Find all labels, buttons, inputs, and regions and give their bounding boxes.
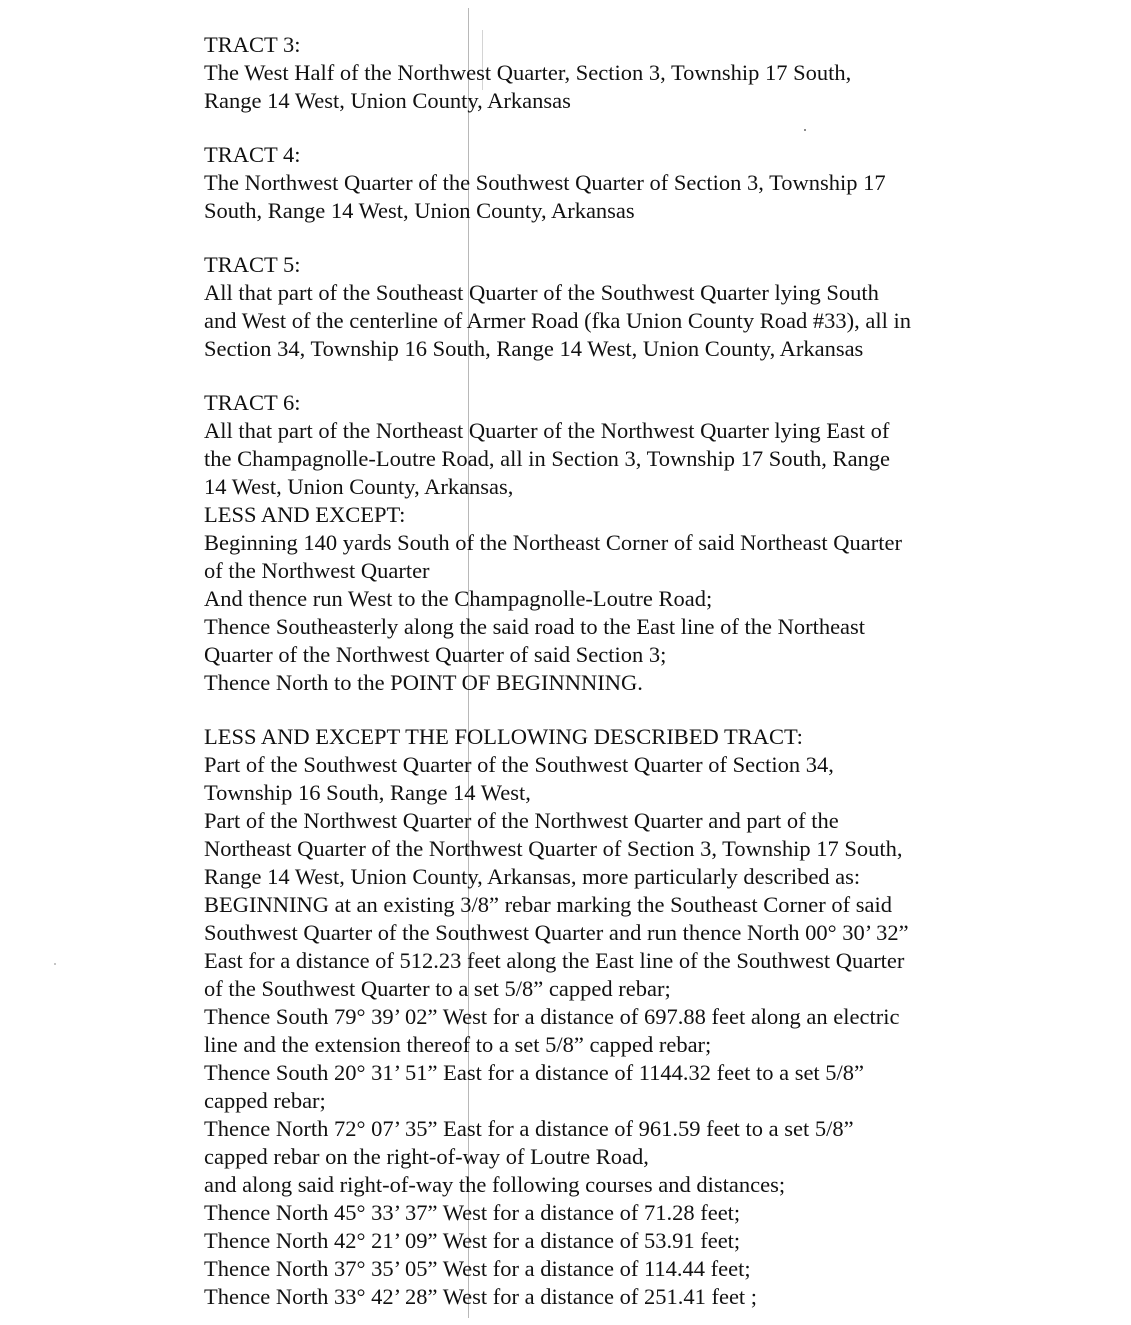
exception-line: and along said right-of-way the following courses and distances;	[204, 1172, 786, 1197]
exception-line: line and the extension thereof to a set 5/8” capped rebar;	[204, 1032, 712, 1057]
tract-6-line: the Champagnolle-Loutre Road, all in Section 3, Township 17 South, Range	[204, 446, 891, 471]
tract-6-line: Quarter of the Northwest Quarter of said Section 3;	[204, 642, 667, 667]
exception-line: Northeast Quarter of the Northwest Quarter of Section 3, Township 17 South,	[204, 836, 903, 861]
exception-line: East for a distance of 512.23 feet along the East line of the Southwest Quarter	[204, 948, 905, 973]
tract-3-line: Range 14 West, Union County, Arkansas	[204, 88, 571, 113]
exception-line: Thence North 33° 42’ 28” West for a distance of 251.41 feet ;	[204, 1284, 758, 1309]
legal-description	[204, 31, 1004, 1311]
tract-6-heading: TRACT 6:	[204, 390, 301, 415]
exception-line: Thence South 20° 31’ 51” East for a distance of 1144.32 feet to a set 5/8”	[204, 1060, 865, 1085]
tract-5-heading: TRACT 5:	[204, 252, 301, 277]
tract-6-section	[204, 389, 1004, 697]
tract-6-line: Thence North to the POINT OF BEGINNNING.	[204, 670, 643, 695]
section-spacer	[204, 363, 1004, 389]
tract-4-section	[204, 141, 1004, 225]
section-spacer	[204, 225, 1004, 251]
tract-3-section	[204, 31, 1004, 115]
exception-line: Thence North 72° 07’ 35” East for a distance of 961.59 feet to a set 5/8”	[204, 1116, 854, 1141]
tract-6-line: 14 West, Union County, Arkansas,	[204, 474, 514, 499]
tract-6-line: And thence run West to the Champagnolle-Loutre Road;	[204, 586, 713, 611]
tract-6-line: All that part of the Northeast Quarter of the Northwest Quarter lying East of	[204, 418, 890, 443]
exception-line: of the Southwest Quarter to a set 5/8” capped rebar;	[204, 976, 671, 1001]
exception-line: Part of the Southwest Quarter of the Southwest Quarter of Section 34,	[204, 752, 834, 777]
exception-line: capped rebar;	[204, 1088, 326, 1113]
tract-5-line: Section 34, Township 16 South, Range 14 West, Union County, Arkansas	[204, 336, 864, 361]
exception-heading: LESS AND EXCEPT THE FOLLOWING DESCRIBED TRACT:	[204, 724, 803, 749]
exception-line: Thence South 79° 39’ 02” West for a distance of 697.88 feet along an electric	[204, 1004, 900, 1029]
tract-4-heading: TRACT 4:	[204, 142, 301, 167]
tract-4-line: South, Range 14 West, Union County, Arkansas	[204, 198, 635, 223]
exception-line: Township 16 South, Range 14 West,	[204, 780, 531, 805]
tract-6-line: LESS AND EXCEPT:	[204, 502, 406, 527]
tract-6-line: of the Northwest Quarter	[204, 558, 430, 583]
exception-line: Thence North 42° 21’ 09” West for a distance of 53.91 feet;	[204, 1228, 741, 1253]
exception-line: Southwest Quarter of the Southwest Quarter and run thence North 00° 30’ 32”	[204, 920, 909, 945]
exception-line: Thence North 45° 33’ 37” West for a distance of 71.28 feet;	[204, 1200, 741, 1225]
tract-5-section	[204, 251, 1004, 363]
exception-line: capped rebar on the right-of-way of Loutre Road,	[204, 1144, 649, 1169]
tract-3-heading: TRACT 3:	[204, 32, 301, 57]
section-spacer	[204, 115, 1004, 141]
section-spacer	[204, 697, 1004, 723]
tract-5-line: and West of the centerline of Armer Road (fka Union County Road #33), all in	[204, 308, 911, 333]
scan-speck	[54, 963, 56, 965]
tract-4-line: The Northwest Quarter of the Southwest Quarter of Section 3, Township 17	[204, 170, 886, 195]
tract-6-line: Thence Southeasterly along the said road to the East line of the Northeast	[204, 614, 866, 639]
tract-5-line: All that part of the Southeast Quarter of the Southwest Quarter lying South	[204, 280, 879, 305]
exception-line: BEGINNING at an existing 3/8” rebar marking the Southeast Corner of said	[204, 892, 892, 917]
exception-section	[204, 723, 1004, 1311]
exception-line: Range 14 West, Union County, Arkansas, more particularly described as:	[204, 864, 861, 889]
exception-line: Part of the Northwest Quarter of the Northwest Quarter and part of the	[204, 808, 839, 833]
exception-line: Thence North 37° 35’ 05” West for a distance of 114.44 feet;	[204, 1256, 751, 1281]
tract-6-line: Beginning 140 yards South of the Northeast Corner of said Northeast Quarter	[204, 530, 902, 555]
tract-3-line: The West Half of the Northwest Quarter, Section 3, Township 17 South,	[204, 60, 852, 85]
